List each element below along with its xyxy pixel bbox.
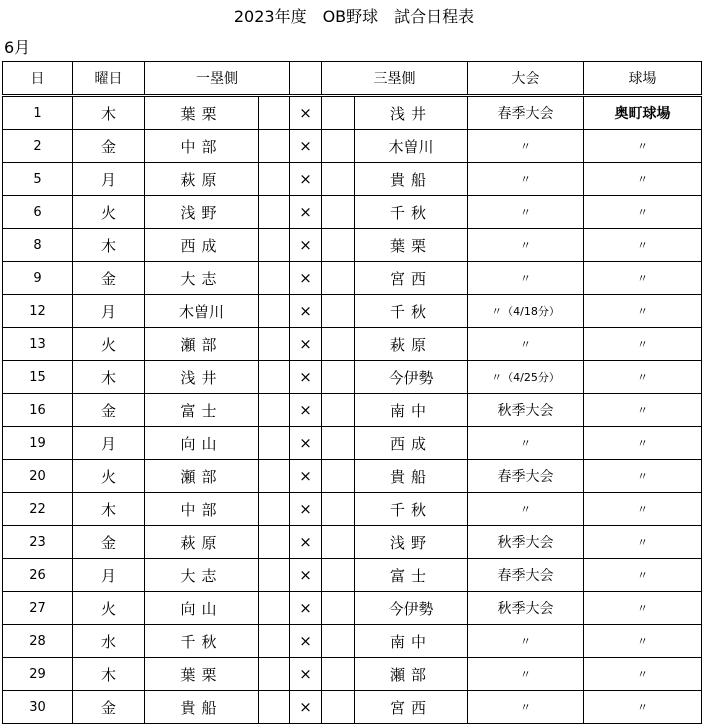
cell-venue: 〃 <box>584 460 702 493</box>
table-row <box>3 295 702 328</box>
table-row <box>3 592 702 625</box>
cell-day: 13 <box>3 328 73 361</box>
cell-day: 2 <box>3 130 73 163</box>
cell-first-base-spacer <box>259 559 290 592</box>
cell-vs: × <box>290 229 322 262</box>
cell-vs: × <box>290 625 322 658</box>
cell-first-base-spacer <box>259 427 290 460</box>
cell-tournament: 〃 <box>468 625 584 658</box>
cell-third-base-team: 木曽川 <box>355 130 468 163</box>
header-row <box>3 62 702 96</box>
cell-vs: × <box>290 328 322 361</box>
cell-venue: 奥町球場 <box>584 96 702 130</box>
cell-third-base-team: 貴船 <box>355 163 468 196</box>
cell-first-base-team: 萩原 <box>145 526 259 559</box>
cell-day: 15 <box>3 361 73 394</box>
cell-tournament: 〃 <box>468 196 584 229</box>
cell-third-base-spacer <box>322 361 355 394</box>
table-row <box>3 658 702 691</box>
cell-tournament: 〃 <box>468 163 584 196</box>
cell-third-base-team: 千秋 <box>355 493 468 526</box>
cell-first-base-team: 瀬部 <box>145 460 259 493</box>
cell-day: 1 <box>3 96 73 130</box>
cell-third-base-spacer <box>322 691 355 724</box>
cell-tournament: 秋季大会 <box>468 592 584 625</box>
cell-third-base-spacer <box>322 328 355 361</box>
cell-vs: × <box>290 559 322 592</box>
cell-tournament: 〃 <box>468 229 584 262</box>
cell-weekday: 月 <box>73 559 145 592</box>
cell-weekday: 木 <box>73 96 145 130</box>
cell-day: 27 <box>3 592 73 625</box>
cell-vs: × <box>290 196 322 229</box>
cell-vs: × <box>290 526 322 559</box>
cell-weekday: 木 <box>73 658 145 691</box>
table-row <box>3 361 702 394</box>
table-row <box>3 196 702 229</box>
cell-third-base-spacer <box>322 625 355 658</box>
table-row <box>3 625 702 658</box>
cell-venue: 〃 <box>584 559 702 592</box>
table-row <box>3 427 702 460</box>
header-venue: 球場 <box>584 62 702 96</box>
cell-venue: 〃 <box>584 130 702 163</box>
cell-weekday: 火 <box>73 460 145 493</box>
cell-third-base-spacer <box>322 229 355 262</box>
cell-third-base-team: 南中 <box>355 625 468 658</box>
cell-first-base-spacer <box>259 163 290 196</box>
cell-venue: 〃 <box>584 295 702 328</box>
table-row <box>3 559 702 592</box>
cell-vs: × <box>290 592 322 625</box>
cell-first-base-team: 瀬部 <box>145 328 259 361</box>
cell-vs: × <box>290 460 322 493</box>
table-row <box>3 163 702 196</box>
cell-third-base-team: 浅野 <box>355 526 468 559</box>
cell-venue: 〃 <box>584 427 702 460</box>
cell-third-base-team: 今伊勢 <box>355 361 468 394</box>
page-title: 2023年度 OB野球 試合日程表 <box>233 7 475 26</box>
cell-first-base-team: 向山 <box>145 592 259 625</box>
cell-day: 20 <box>3 460 73 493</box>
cell-weekday: 月 <box>73 295 145 328</box>
cell-third-base-spacer <box>322 427 355 460</box>
cell-third-base-team: 千秋 <box>355 196 468 229</box>
cell-vs: × <box>290 96 322 130</box>
cell-day: 9 <box>3 262 73 295</box>
cell-tournament: 秋季大会 <box>468 394 584 427</box>
cell-first-base-spacer <box>259 295 290 328</box>
cell-tournament: 秋季大会 <box>468 526 584 559</box>
cell-vs: × <box>290 493 322 526</box>
cell-tournament: 〃 <box>468 691 584 724</box>
table-row <box>3 394 702 427</box>
cell-first-base-team: 木曽川 <box>145 295 259 328</box>
cell-day: 26 <box>3 559 73 592</box>
cell-day: 8 <box>3 229 73 262</box>
cell-weekday: 月 <box>73 163 145 196</box>
cell-third-base-team: 宮西 <box>355 691 468 724</box>
header-blank <box>290 62 322 96</box>
header-first-base: 一塁側 <box>145 62 290 96</box>
cell-first-base-spacer <box>259 130 290 163</box>
cell-day: 16 <box>3 394 73 427</box>
cell-first-base-team: 中部 <box>145 130 259 163</box>
cell-day: 6 <box>3 196 73 229</box>
cell-vs: × <box>290 130 322 163</box>
header-weekday: 曜日 <box>73 62 145 96</box>
cell-venue: 〃 <box>584 658 702 691</box>
cell-venue: 〃 <box>584 394 702 427</box>
cell-weekday: 水 <box>73 625 145 658</box>
cell-tournament: 〃 <box>468 130 584 163</box>
cell-tournament: 〃 <box>468 658 584 691</box>
cell-third-base-team: 千秋 <box>355 295 468 328</box>
cell-venue: 〃 <box>584 526 702 559</box>
cell-vs: × <box>290 163 322 196</box>
cell-third-base-team: 萩原 <box>355 328 468 361</box>
cell-day: 29 <box>3 658 73 691</box>
cell-tournament: 春季大会 <box>468 460 584 493</box>
cell-venue: 〃 <box>584 625 702 658</box>
cell-tournament: 〃（4/18分） <box>468 295 584 328</box>
cell-first-base-spacer <box>259 592 290 625</box>
cell-third-base-team: 瀬部 <box>355 658 468 691</box>
cell-third-base-spacer <box>322 460 355 493</box>
cell-tournament: 〃 <box>468 427 584 460</box>
table-row <box>3 96 702 130</box>
table-row <box>3 460 702 493</box>
cell-weekday: 火 <box>73 592 145 625</box>
cell-third-base-team: 今伊勢 <box>355 592 468 625</box>
cell-first-base-team: 大志 <box>145 262 259 295</box>
cell-first-base-team: 富士 <box>145 394 259 427</box>
cell-third-base-spacer <box>322 130 355 163</box>
cell-first-base-spacer <box>259 658 290 691</box>
cell-weekday: 金 <box>73 526 145 559</box>
cell-first-base-spacer <box>259 526 290 559</box>
cell-day: 19 <box>3 427 73 460</box>
cell-first-base-spacer <box>259 625 290 658</box>
cell-day: 5 <box>3 163 73 196</box>
cell-first-base-team: 大志 <box>145 559 259 592</box>
cell-vs: × <box>290 658 322 691</box>
cell-weekday: 金 <box>73 262 145 295</box>
cell-day: 28 <box>3 625 73 658</box>
cell-first-base-spacer <box>259 229 290 262</box>
cell-third-base-spacer <box>322 96 355 130</box>
cell-day: 22 <box>3 493 73 526</box>
cell-weekday: 金 <box>73 394 145 427</box>
cell-venue: 〃 <box>584 229 702 262</box>
header-day: 日 <box>3 62 73 96</box>
cell-first-base-team: 中部 <box>145 493 259 526</box>
cell-venue: 〃 <box>584 328 702 361</box>
cell-day: 30 <box>3 691 73 724</box>
cell-first-base-spacer <box>259 262 290 295</box>
cell-third-base-spacer <box>322 295 355 328</box>
cell-third-base-team: 宮西 <box>355 262 468 295</box>
cell-third-base-team: 西成 <box>355 427 468 460</box>
header-tournament: 大会 <box>468 62 584 96</box>
cell-first-base-team: 葉栗 <box>145 96 259 130</box>
cell-third-base-spacer <box>322 196 355 229</box>
cell-third-base-spacer <box>322 559 355 592</box>
table-row <box>3 526 702 559</box>
cell-first-base-spacer <box>259 691 290 724</box>
cell-weekday: 木 <box>73 361 145 394</box>
cell-tournament: 〃 <box>468 493 584 526</box>
cell-venue: 〃 <box>584 361 702 394</box>
cell-vs: × <box>290 691 322 724</box>
cell-third-base-team: 浅井 <box>355 96 468 130</box>
cell-vs: × <box>290 361 322 394</box>
cell-third-base-spacer <box>322 262 355 295</box>
month-label: 6月 <box>4 38 31 57</box>
cell-third-base-team: 富士 <box>355 559 468 592</box>
cell-tournament: 春季大会 <box>468 96 584 130</box>
table-row <box>3 130 702 163</box>
cell-weekday: 月 <box>73 427 145 460</box>
cell-tournament: 春季大会 <box>468 559 584 592</box>
table-row <box>3 328 702 361</box>
header-third-base: 三塁側 <box>322 62 468 96</box>
cell-venue: 〃 <box>584 163 702 196</box>
cell-weekday: 木 <box>73 493 145 526</box>
cell-third-base-team: 南中 <box>355 394 468 427</box>
cell-first-base-spacer <box>259 493 290 526</box>
cell-third-base-spacer <box>322 658 355 691</box>
cell-tournament: 〃 <box>468 262 584 295</box>
cell-first-base-team: 向山 <box>145 427 259 460</box>
table-row <box>3 229 702 262</box>
cell-venue: 〃 <box>584 262 702 295</box>
cell-venue: 〃 <box>584 196 702 229</box>
cell-first-base-spacer <box>259 96 290 130</box>
cell-weekday: 木 <box>73 229 145 262</box>
cell-first-base-team: 葉栗 <box>145 658 259 691</box>
cell-first-base-team: 浅野 <box>145 196 259 229</box>
cell-third-base-team: 葉栗 <box>355 229 468 262</box>
cell-first-base-spacer <box>259 394 290 427</box>
cell-first-base-team: 萩原 <box>145 163 259 196</box>
cell-vs: × <box>290 427 322 460</box>
cell-venue: 〃 <box>584 592 702 625</box>
table-row <box>3 262 702 295</box>
cell-day: 23 <box>3 526 73 559</box>
cell-first-base-team: 西成 <box>145 229 259 262</box>
table-row <box>3 691 702 724</box>
schedule-table <box>2 61 702 724</box>
cell-vs: × <box>290 262 322 295</box>
cell-weekday: 金 <box>73 691 145 724</box>
cell-first-base-spacer <box>259 361 290 394</box>
cell-third-base-team: 貴船 <box>355 460 468 493</box>
cell-vs: × <box>290 394 322 427</box>
cell-venue: 〃 <box>584 493 702 526</box>
cell-third-base-spacer <box>322 526 355 559</box>
table-row <box>3 493 702 526</box>
cell-first-base-spacer <box>259 328 290 361</box>
cell-venue: 〃 <box>584 691 702 724</box>
cell-vs: × <box>290 295 322 328</box>
cell-weekday: 金 <box>73 130 145 163</box>
cell-first-base-team: 千秋 <box>145 625 259 658</box>
cell-first-base-spacer <box>259 460 290 493</box>
cell-third-base-spacer <box>322 592 355 625</box>
cell-first-base-team: 浅井 <box>145 361 259 394</box>
cell-weekday: 火 <box>73 196 145 229</box>
cell-first-base-spacer <box>259 196 290 229</box>
cell-day: 12 <box>3 295 73 328</box>
cell-third-base-spacer <box>322 394 355 427</box>
cell-tournament: 〃（4/25分） <box>468 361 584 394</box>
cell-tournament: 〃 <box>468 328 584 361</box>
cell-first-base-team: 貴船 <box>145 691 259 724</box>
cell-third-base-spacer <box>322 493 355 526</box>
cell-third-base-spacer <box>322 163 355 196</box>
cell-weekday: 火 <box>73 328 145 361</box>
